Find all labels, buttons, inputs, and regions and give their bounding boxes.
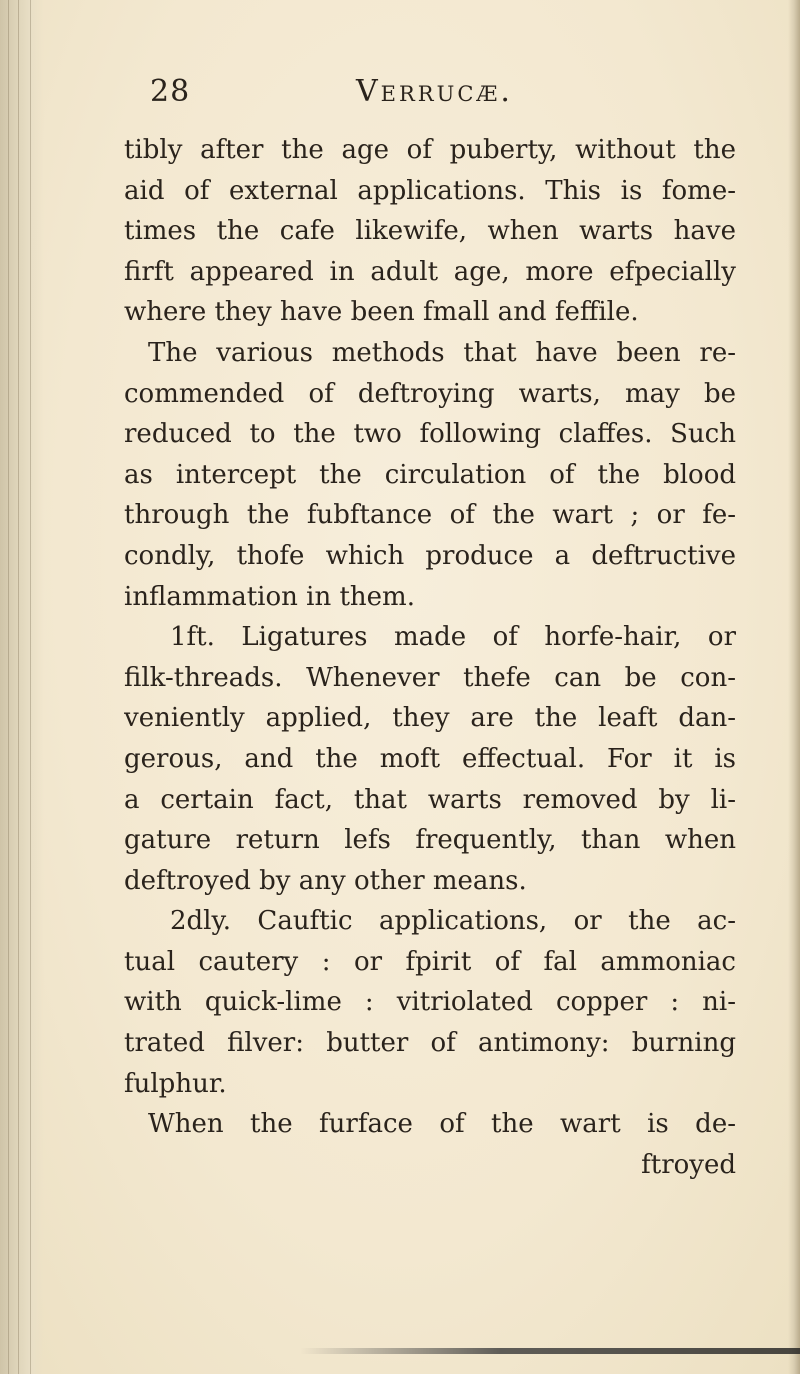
text-line: filk-threads. Whenever thefe can be con-: [124, 662, 736, 693]
text-line: reduced to the two following claffes. Such: [124, 419, 736, 450]
text-line: tibly after the age of puberty, without the: [124, 135, 736, 165]
text-line: commended of deftroying warts, may be: [124, 378, 736, 409]
page-bottom-edge: [300, 1348, 800, 1354]
text-line: times the cafe likewife, when warts have: [124, 216, 736, 247]
text-line: as intercept the circulation of the blood: [124, 459, 736, 490]
page-number: 28: [150, 74, 191, 109]
text-line: 1ft. Ligatures made of horfe-hair, or: [170, 622, 736, 653]
text-line: firft appeared in adult age, more efpecially: [124, 256, 736, 287]
text-line: with quick-lime : vitriolated copper : ni-: [124, 987, 736, 1018]
gutter-rule: [18, 0, 19, 1374]
running-head: Verrucæ.: [356, 74, 513, 109]
text-line: condly, thofe which produce a deftructive: [124, 540, 736, 571]
text-line: trated filver: butter of antimony: burning: [124, 1028, 736, 1059]
page-header: [150, 74, 650, 118]
gutter-rule: [30, 0, 31, 1374]
text-line: gerous, and the moft effectual. For it is: [124, 743, 736, 774]
text-line: aid of external applications. This is fome-: [124, 175, 736, 206]
text-line: When the furface of the wart is de-: [148, 1109, 736, 1140]
text-line: The various methods that have been re-: [148, 337, 736, 368]
text-line: 2dly. Cauftic applications, or the ac-: [170, 906, 736, 937]
text-line: fulphur.: [124, 1068, 227, 1099]
body-text: [124, 130, 736, 1185]
text-line: inflammation in them.: [124, 581, 415, 612]
catchword: ftroyed: [641, 1149, 736, 1180]
text-line: where they have been fmall and feffile.: [124, 297, 639, 328]
text-line: a certain fact, that warts removed by li-: [124, 784, 736, 815]
gutter-rule: [8, 0, 9, 1374]
text-line: deftroyed by any other means.: [124, 865, 527, 896]
text-line: through the fubftance of the wart ; or fe-: [124, 500, 736, 531]
text-line: gature return lefs frequently, than when: [124, 825, 736, 856]
text-line: veniently applied, they are the leaft dan-: [124, 703, 736, 734]
page-edge: [788, 0, 800, 1374]
page-gutter: [0, 0, 44, 1374]
text-line: tual cautery : or fpirit of fal ammoniac: [124, 946, 736, 977]
